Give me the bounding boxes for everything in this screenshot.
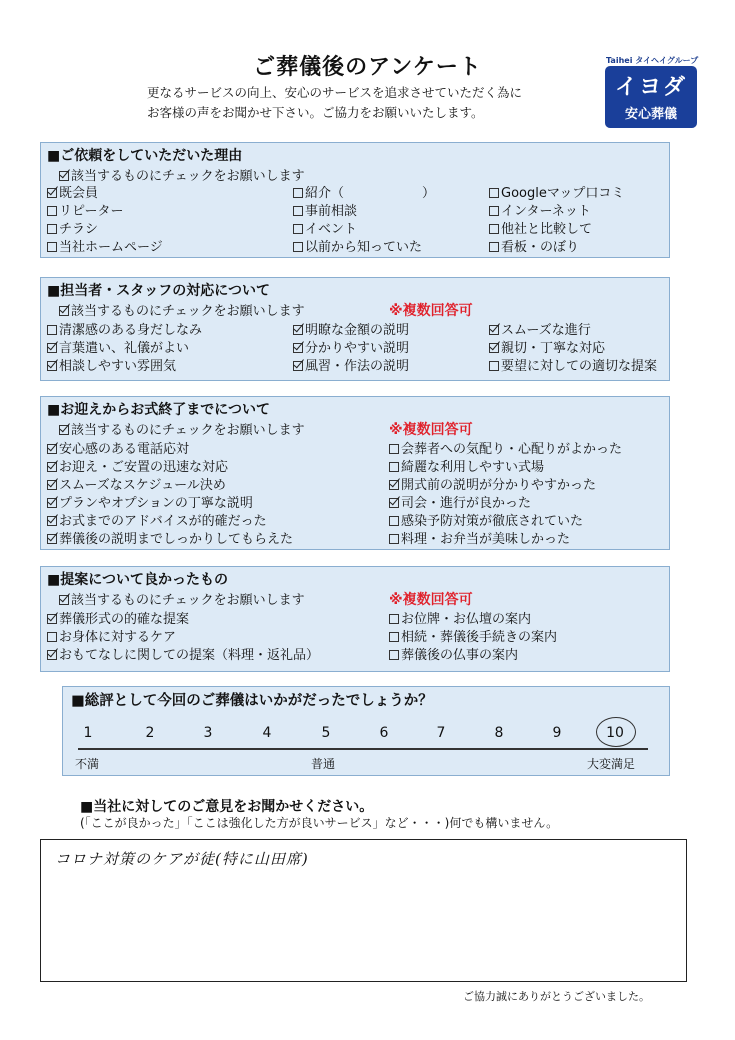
section-instruction: 該当するものにチェックをお願いします <box>59 300 305 319</box>
checkbox-icon[interactable] <box>489 188 499 198</box>
option-checkbox[interactable]: 開式前の説明が分かりやすかった <box>389 477 596 495</box>
rating-option[interactable]: 9 <box>552 725 562 741</box>
thanks-text: ご協力誠にありがとうございました。 <box>463 990 650 1003</box>
rating-scale-line <box>78 748 648 750</box>
option-checkbox[interactable]: おもてなしに関しての提案（料理・返礼品） <box>47 647 319 665</box>
section-ceremony <box>40 396 670 550</box>
section-instruction: 該当するものにチェックをお願いします <box>59 589 305 608</box>
rating-option[interactable]: 5 <box>321 725 331 741</box>
checkbox-icon[interactable] <box>47 444 57 454</box>
checkbox-icon[interactable] <box>293 206 303 216</box>
checkbox-icon[interactable] <box>47 188 57 198</box>
checkbox-icon[interactable] <box>59 595 69 605</box>
option-checkbox[interactable]: お身体に対するケア <box>47 629 176 647</box>
intro-line-2: お客様の声をお聞かせ下さい。ご協力をお願いいたします。 <box>147 105 484 120</box>
brand-logo <box>605 66 697 128</box>
rating-option[interactable]: 1 <box>83 725 93 741</box>
section-title: ■ご依頼をしていただいた理由 <box>47 148 243 164</box>
checkbox-icon[interactable] <box>389 650 399 660</box>
checkbox-icon[interactable] <box>47 462 57 472</box>
option-checkbox[interactable]: 会葬者への気配り・心配りがよかった <box>389 441 622 459</box>
multi-answer-note: ※複数回答可 <box>389 422 473 438</box>
checkbox-icon[interactable] <box>389 614 399 624</box>
brand-sub: 安心葬儀 <box>624 107 677 122</box>
intro-text <box>147 83 597 123</box>
option-checkbox[interactable]: 紹介（ ） <box>293 185 435 203</box>
checkbox-icon[interactable] <box>293 325 303 335</box>
option-checkbox[interactable]: 司会・進行が良かった <box>389 495 531 513</box>
intro-line-1: 更なるサービスの向上、安心のサービスを追求させていただく為に <box>147 85 523 100</box>
checkbox-icon[interactable] <box>47 516 57 526</box>
option-checkbox[interactable]: 当社ホームページ <box>47 239 163 257</box>
option-checkbox[interactable]: 料理・お弁当が美味しかった <box>389 531 570 549</box>
option-checkbox[interactable]: 要望に対しての適切な提案 <box>489 358 657 376</box>
rating-low-label: 不満 <box>75 757 100 771</box>
rating-option[interactable]: 4 <box>262 725 272 741</box>
checkbox-icon[interactable] <box>489 224 499 234</box>
opinion-title: ■当社に対してのご意見をお聞かせください。 <box>80 799 374 815</box>
option-checkbox[interactable]: 事前相談 <box>293 203 357 221</box>
section-instruction: 該当するものにチェックをお願いします <box>59 165 305 184</box>
checkbox-icon[interactable] <box>293 242 303 252</box>
multi-answer-note: ※複数回答可 <box>389 303 473 319</box>
section-proposal <box>40 566 670 672</box>
checkbox-icon[interactable] <box>389 444 399 454</box>
option-checkbox[interactable]: お迎え・ご安置の迅速な対応 <box>47 459 228 477</box>
selected-circle-mark <box>596 717 636 747</box>
checkbox-icon[interactable] <box>47 614 57 624</box>
checkbox-icon[interactable] <box>293 188 303 198</box>
rating-option[interactable]: 2 <box>145 725 155 741</box>
checkbox-icon[interactable] <box>489 206 499 216</box>
checkbox-icon[interactable] <box>389 516 399 526</box>
checkbox-icon[interactable] <box>47 361 57 371</box>
rating-mid-label: 普通 <box>311 757 336 771</box>
checkbox-icon[interactable] <box>47 224 57 234</box>
checkbox-icon[interactable] <box>389 462 399 472</box>
brand-name: イヨダ <box>614 75 687 100</box>
section-title: ■お迎えからお式終了までについて <box>47 402 270 418</box>
option-checkbox[interactable]: 看板・のぼり <box>489 239 579 257</box>
option-checkbox[interactable]: イベント <box>293 221 357 239</box>
option-checkbox[interactable]: スムーズな進行 <box>489 322 591 340</box>
option-checkbox[interactable]: 他社と比較して <box>489 221 592 239</box>
comment-box[interactable] <box>40 839 687 982</box>
option-checkbox[interactable]: 親切・丁寧な対応 <box>489 340 605 358</box>
checkbox-icon[interactable] <box>389 498 399 508</box>
checkbox-icon[interactable] <box>293 343 303 353</box>
checkbox-icon[interactable] <box>59 171 69 181</box>
checkbox-icon[interactable] <box>47 498 57 508</box>
option-checkbox[interactable]: スムーズなスケジュール決め <box>47 477 226 495</box>
option-checkbox[interactable]: 言葉遣い、礼儀がよい <box>47 340 189 358</box>
rating-option[interactable]: 7 <box>436 725 446 741</box>
option-checkbox[interactable]: 葬儀後の説明までしっかりしてもらえた <box>47 531 293 549</box>
checkbox-icon[interactable] <box>489 361 499 371</box>
section-reason <box>40 142 670 258</box>
rating-option[interactable]: 3 <box>203 725 213 741</box>
option-checkbox[interactable]: チラシ <box>47 221 98 239</box>
option-checkbox[interactable]: 感染予防対策が徹底されていた <box>389 513 583 531</box>
rating-question: ■総評として今回のご葬儀はいかがだったでしょうか？ <box>71 693 433 709</box>
section-instruction: 該当するものにチェックをお願いします <box>59 419 305 438</box>
option-checkbox[interactable]: 既会員 <box>47 185 98 203</box>
rating-high-label: 大変満足 <box>587 757 636 771</box>
checkbox-icon[interactable] <box>389 480 399 490</box>
checkbox-icon[interactable] <box>47 206 57 216</box>
option-checkbox[interactable]: 葬儀後の仏事の案内 <box>389 647 518 665</box>
checkbox-icon[interactable] <box>489 343 499 353</box>
opinion-subtitle: (「ここが良かった」「ここは強化した方が良いサービス」など・・・)何でも構いません。 <box>80 816 559 830</box>
checkbox-icon[interactable] <box>293 361 303 371</box>
option-checkbox[interactable]: 葬儀形式の的確な提案 <box>47 611 189 629</box>
checkbox-icon[interactable] <box>47 242 57 252</box>
option-checkbox[interactable]: 清潔感のある身だしなみ <box>47 322 202 340</box>
checkbox-icon[interactable] <box>47 650 57 660</box>
checkbox-icon[interactable] <box>47 325 57 335</box>
checkbox-icon[interactable] <box>47 343 57 353</box>
rating-box <box>62 686 670 776</box>
option-checkbox[interactable]: プランやオプションの丁寧な説明 <box>47 495 253 513</box>
section-staff <box>40 277 670 381</box>
option-checkbox[interactable]: お式までのアドバイスが的確だった <box>47 513 267 531</box>
option-checkbox[interactable]: リピーター <box>47 203 123 221</box>
brand-group-label: Taihei タイヘイグループ <box>606 56 699 65</box>
checkbox-icon[interactable] <box>489 325 499 335</box>
checkbox-icon[interactable] <box>47 480 57 490</box>
checkbox-icon[interactable] <box>389 534 399 544</box>
multi-answer-note: ※複数回答可 <box>389 592 473 608</box>
option-checkbox[interactable]: 安心感のある電話応対 <box>47 441 189 459</box>
rating-option-selected[interactable]: 10 <box>606 725 624 741</box>
rating-option[interactable]: 6 <box>379 725 389 741</box>
option-checkbox[interactable]: 分かりやすい説明 <box>293 340 409 358</box>
rating-option[interactable]: 8 <box>494 725 504 741</box>
checkbox-icon[interactable] <box>293 224 303 234</box>
handwritten-comment: コロナ対策のケアが徒(特に山田席) <box>55 850 309 868</box>
checkbox-icon[interactable] <box>59 306 69 316</box>
section-title: ■担当者・スタッフの対応について <box>47 283 270 299</box>
option-checkbox[interactable]: インターネット <box>489 203 591 221</box>
option-checkbox[interactable]: お位牌・お仏壇の案内 <box>389 611 531 629</box>
option-checkbox[interactable]: 風習・作法の説明 <box>293 358 409 376</box>
option-checkbox[interactable]: 綺麗な利用しやすい式場 <box>389 459 544 477</box>
page-title: ご葬儀後のアンケート <box>253 55 482 80</box>
section-title: ■提案について良かったもの <box>47 572 228 588</box>
checkbox-icon[interactable] <box>489 242 499 252</box>
option-checkbox[interactable]: 相続・葬儀後手続きの案内 <box>389 629 557 647</box>
option-checkbox[interactable]: Googleマップ口コミ <box>489 185 624 203</box>
option-checkbox[interactable]: 相談しやすい雰囲気 <box>47 358 176 376</box>
checkbox-icon[interactable] <box>389 632 399 642</box>
checkbox-icon[interactable] <box>47 632 57 642</box>
option-checkbox[interactable]: 以前から知っていた <box>293 239 422 257</box>
option-checkbox[interactable]: 明瞭な金額の説明 <box>293 322 409 340</box>
checkbox-icon[interactable] <box>47 534 57 544</box>
checkbox-icon[interactable] <box>59 425 69 435</box>
